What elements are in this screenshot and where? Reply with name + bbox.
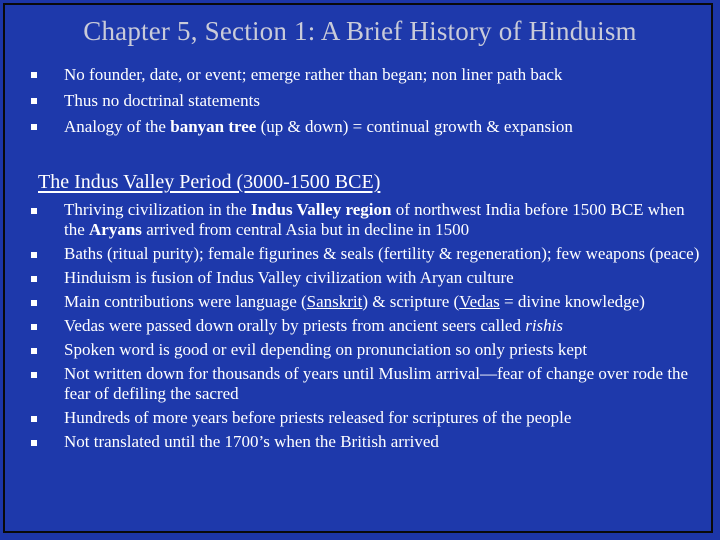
list-item	[30, 316, 700, 336]
bullet-text: arrived from central Asia but in decline in 1500	[141, 220, 470, 239]
bullet-text: Analogy of the	[64, 117, 171, 136]
list-item	[30, 244, 700, 264]
bullet-text: Thus no doctrinal statements	[64, 91, 260, 110]
bold-term: Aryans	[89, 220, 142, 239]
slide-title: Chapter 5, Section 1: A Brief History of Hinduism	[83, 16, 637, 46]
bullet-text: Baths (ritual purity); female figurines & seals (fertility & regeneration); few weapons (peace)	[64, 244, 700, 263]
list-item	[30, 292, 700, 312]
square-bullet-icon	[31, 300, 37, 306]
square-bullet-icon	[31, 252, 37, 258]
square-bullet-icon	[31, 324, 37, 330]
square-bullet-icon	[31, 72, 37, 78]
list-item	[30, 64, 700, 86]
bullet-text: Not translated until the 1700’s when the British arrived	[64, 432, 439, 451]
bullet-text: = divine knowledge)	[499, 292, 645, 311]
list-item	[30, 200, 700, 240]
list-item	[30, 432, 700, 452]
list-item	[30, 90, 700, 112]
bold-term: banyan tree	[170, 117, 257, 136]
list-item	[30, 268, 700, 288]
square-bullet-icon	[31, 276, 37, 282]
square-bullet-icon	[31, 348, 37, 354]
italic-term: rishis	[525, 316, 564, 335]
underlined-term: Sanskrit	[306, 292, 363, 311]
bold-term: Indus Valley region	[250, 200, 392, 219]
underlined-term: Vedas	[459, 292, 500, 311]
bullet-text: of northwest India before 1500 BCE when the	[64, 200, 685, 239]
square-bullet-icon	[31, 372, 37, 378]
section-heading: The Indus Valley Period (3000-1500 BCE)	[38, 171, 381, 193]
list-item	[30, 116, 700, 138]
bullet-text: No founder, date, or event; emerge rather than began; non liner path back	[64, 65, 563, 84]
bullet-text: Thriving civilization in the	[64, 200, 251, 219]
bullet-text: Not written down for thousands of years until Muslim arrival—fear of change over rode the fear of defiling the sacred	[64, 364, 689, 403]
bullet-text: ) & scripture (	[362, 292, 460, 311]
bullet-text: Vedas were passed down orally by priests from ancient seers called	[64, 316, 526, 335]
square-bullet-icon	[31, 416, 37, 422]
square-bullet-icon	[31, 124, 37, 130]
indus-bullet-list	[30, 200, 700, 456]
list-item	[30, 364, 700, 404]
square-bullet-icon	[31, 98, 37, 104]
list-item	[30, 408, 700, 428]
bullet-text: Spoken word is good or evil depending on pronunciation so only priests kept	[64, 340, 588, 359]
list-item	[30, 340, 700, 360]
bullet-text: Main contributions were language (	[64, 292, 307, 311]
square-bullet-icon	[31, 208, 37, 214]
square-bullet-icon	[31, 440, 37, 446]
bullet-text: (up & down) = continual growth & expansion	[256, 117, 573, 136]
intro-bullet-list	[30, 64, 700, 142]
bullet-text: Hinduism is fusion of Indus Valley civilization with Aryan culture	[64, 268, 514, 287]
bullet-text: Hundreds of more years before priests released for scriptures of the people	[64, 408, 572, 427]
